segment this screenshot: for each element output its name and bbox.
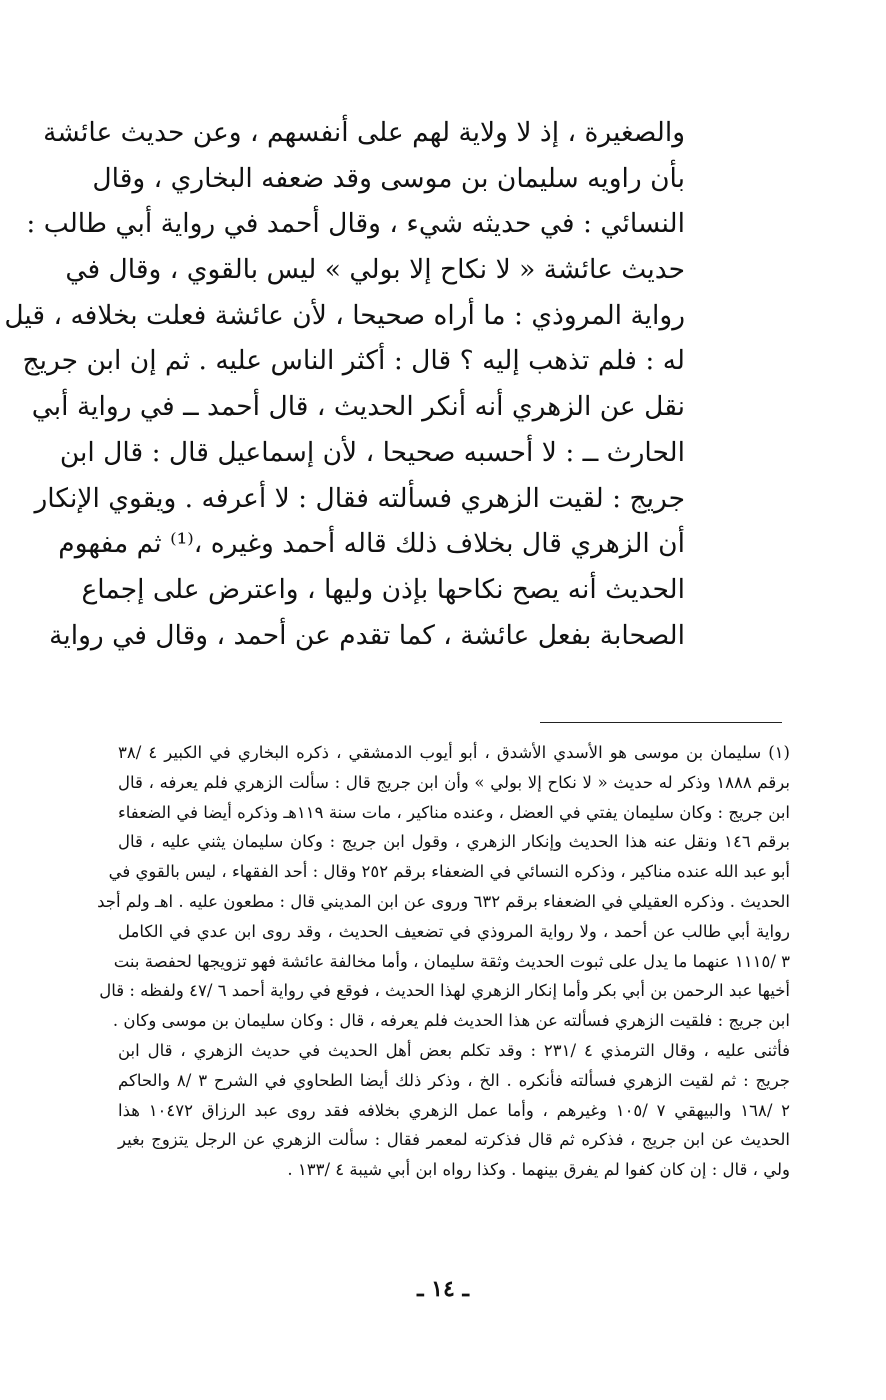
footnote-line: رواية أبي طالب عن أحمد ، ولا رواية المروذي في تضعيف الحديث ، وقد روى ابن عدي في الكامل: [118, 921, 790, 941]
main-text-line: الصحابة بفعل عائشة ، كما تقدم عن أحمد ، وقال في رواية: [49, 619, 685, 651]
footnote-line: فأثنى عليه ، وقال الترمذي ٤ /٢٣١ : وقد تكلم بعض أهل الحديث في حديث الزهري ، قال ابن: [118, 1040, 791, 1060]
footnote-line: الحديث . وذكره العقيلي في الضعفاء برقم ٦٣٢ وروى عن ابن المديني قال : مطعون عليه . اهـ ولم أجد: [97, 891, 790, 911]
footnotes-block: [97, 738, 791, 1185]
footnote-line: ٢ /١٦٨ والبيهقي ٧ /١٠٥ وغيرهم ، وأما عمل الزهري بخلافه فقد روى عبد الرزاق ١٠٤٧٢ هذا: [118, 1100, 790, 1120]
footnote-line: أخيها عبد الرحمن بن أبي بكر وأما إنكار الزهري لهذا الحديث ، فوقع في رواية أحمد ٦ /٤٧ ولفظه : قال: [99, 981, 790, 1001]
main-text-line: رواية المروذي : ما أراه صحيحا ، لأن عائشة فعلت بخلافه ، قيل: [4, 299, 685, 331]
footnote-line: برقم ١٨٨٨ وذكر له حديث « لا نكاح إلا بولي » وأن ابن جريج قال : سألت الزهري فلم يعرفه ، قال: [118, 772, 790, 792]
main-text-line: جريج : لقيت الزهري فسألته فقال : لا أعرفه . ويقوي الإنكار: [34, 482, 685, 514]
main-text-line: حديث عائشة « لا نكاح إلا بولي » ليس بالقوي ، وقال في: [65, 254, 685, 286]
footnote-line: ابن جريج : وكان سليمان يفتي في العضل ، وعنده مناكير ، مات سنة ١١٩هـ وذكره أيضا في الضعفاء: [118, 802, 790, 822]
footnote-line: برقم ١٤٦ ونقل عنه هذا الحديث وإنكار الزهري ، وقول ابن جريج : وكان سليمان يثني عليه ، قال: [118, 832, 790, 852]
main-text-line: النسائي : في حديثه شيء ، وقال أحمد في رواية أبي طالب :: [26, 208, 685, 240]
main-text-line: نقل عن الزهري أنه أنكر الحديث ، قال أحمد ــ في رواية أبي: [31, 391, 685, 423]
main-text-line: له : فلم تذهب إليه ؟ قال : أكثر الناس عليه . ثم إن ابن جريج: [22, 345, 685, 377]
footnote-line: ولي ، قال : إن كان كفوا لم يفرق بينهما . وكذا رواه ابن أبي شيبة ٤ /١٣٣ .: [287, 1160, 790, 1180]
main-text-line: الحديث أنه يصح نكاحها بإذن وليها ، واعترض على إجماع: [81, 573, 685, 605]
footnote-separator: [540, 722, 782, 723]
footnote-line: الحديث عن ابن جريج ، فذكره ثم قال فذكرته لمعمر فقال : سألت الزهري عن الرجل يتزوج بغير: [118, 1130, 790, 1150]
footnote-line: أبو عبد الله عنده مناكير ، وذكره النسائي في الضعفاء برقم ٢٥٢ وقال : أحد الفقهاء ، ليس بالقوي في: [108, 862, 790, 882]
footnote-line: (١) سليمان بن موسى هو الأسدي الأشدق ، أبو أيوب الدمشقي ، ذكره البخاري في الكبير ٤ /٣٨: [118, 743, 790, 762]
main-text-line: أن الزهري قال بخلاف ذلك قاله أحمد وغيره ،⁽¹⁾ ثم مفهوم: [58, 528, 685, 560]
page-number: ـ ١٤ ـ: [417, 1276, 469, 1302]
main-text-line: بأن راويه سليمان بن موسى وقد ضعفه البخاري ، وقال: [92, 162, 685, 194]
footnote-line: جريج : ثم لقيت الزهري فسألته فأنكره . الخ ، وذكر ذلك أيضا الطحاوي في الشرح ٣ /٨ والحاكم: [118, 1070, 791, 1090]
main-text-line: الحارث ــ : لا أحسبه صحيحا ، لأن إسماعيل قال : قال ابن: [59, 436, 685, 468]
footnote-line: ٣ /١١١٥ عنهما ما يدل على ثبوت الحديث وثقة سليمان ، وأما مخالفة عائشة فهو تزويجها لحفصة بنت: [113, 951, 790, 971]
main-text-line: والصغيرة ، إذ لا ولاية لهم على أنفسهم ، وعن حديث عائشة: [43, 117, 685, 148]
footnote-line: ابن جريج : فلقيت الزهري فسألته عن هذا الحديث فلم يعرفه ، قال : وكان سليمان بن موسى وكان .: [112, 1011, 790, 1031]
main-text-block: [4, 110, 685, 658]
